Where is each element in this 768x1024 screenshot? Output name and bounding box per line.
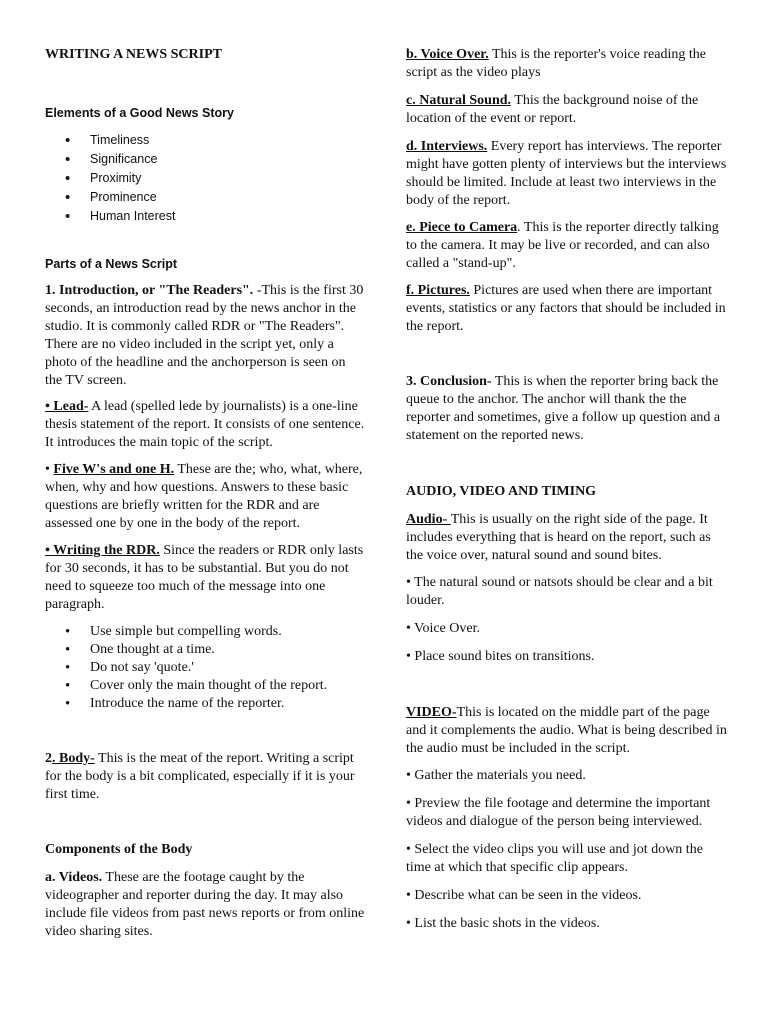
pictures-label: f. Pictures. — [406, 283, 470, 298]
conclusion-label: 3. Conclusion- — [406, 374, 492, 389]
natural-sound-paragraph — [406, 92, 728, 128]
videos-label: a. Videos. — [45, 870, 103, 885]
natural-sound-label: c. Natural Sound. — [406, 93, 512, 108]
audio-point: • Voice Over. — [406, 621, 480, 636]
avt-heading: AUDIO, VIDEO AND TIMING — [406, 484, 597, 499]
audio-point: • Place sound bites on transitions. — [406, 649, 595, 664]
video-text: This is located on the middle part of the page and it complements the audio. What is being described in the audio must be included in the script. — [406, 705, 727, 756]
video-point: • Describe what can be seen in the videos. — [406, 888, 642, 903]
audio-point: • The natural sound or natsots should be clear and a bit louder. — [406, 575, 713, 608]
conclusion-text: This is when the reporter bring back the queue to the anchor. The anchor will thank the the reporter and sometimes, give a follow up question and a statement on the reported news. — [406, 374, 721, 443]
natural-sound-text: This the background noise of the location of the event or report. — [406, 93, 699, 126]
list-item: • Prominence — [45, 188, 175, 207]
audio-text: This is usually on the right side of the page. It includes everything that is heard on the report, such as the voice over, natural sound and sound bites. — [406, 512, 711, 563]
list-item: • Timeliness — [45, 131, 175, 150]
audio-label: Audio- — [406, 512, 451, 527]
writing-rdr-text: Since the readers or RDR only lasts for 30 seconds, it has to be substantial. But you do not need to squeeze too much of the message into one paragraph. — [45, 543, 364, 612]
lead-paragraph — [45, 398, 365, 452]
components-heading: Components of the Body — [45, 842, 193, 857]
video-point: • Gather the materials you need. — [406, 768, 586, 783]
piece-to-camera-text: . This is the reporter directly talking to the camera. It may be live or recorded, and can also called a "stand-up". — [406, 220, 719, 271]
intro-text: -This is the first 30 seconds, an introduction read by the news anchor in the studio. It is commonly called RDR or "The Readers". There are no video included in the script yet, only a photo of the headline and the anchorperson is seen on the TV screen. — [45, 283, 364, 388]
five-ws-bullet: • — [45, 462, 54, 477]
body-label: . Body- — [52, 751, 95, 766]
piece-to-camera-paragraph — [406, 219, 728, 273]
piece-to-camera-label: e. Piece to Camera — [406, 220, 518, 235]
five-ws-paragraph — [45, 461, 365, 533]
video-point: • Preview the file footage and determine the important videos and dialogue of the person being interviewed. — [406, 796, 711, 829]
writing-rdr-label: • Writing the RDR. — [45, 543, 160, 558]
intro-paragraph — [45, 282, 365, 390]
intro-label: 1. Introduction, or "The Readers". — [45, 283, 254, 298]
list-item: • Human Interest — [45, 207, 175, 226]
voice-over-paragraph — [406, 46, 728, 82]
body-paragraph — [45, 750, 365, 804]
lead-label: • Lead- — [45, 399, 89, 414]
pictures-text: Pictures are used when there are important events, statistics or any factors that should be included in the report. — [406, 283, 726, 334]
list-item: • One thought at a time. — [45, 641, 327, 659]
pictures-paragraph — [406, 282, 728, 336]
body-text: This is the meat of the report. Writing a script for the body is a bit complicated, especially if it is your first time. — [45, 751, 355, 802]
interviews-text: Every report has interviews. The reporter might have gotten plenty of interviews but the interviews should be limited. Include at least two interviews in the body of the report. — [406, 139, 727, 208]
video-paragraph — [406, 704, 728, 758]
lead-text: A lead (spelled lede by journalists) is a one-line thesis statement of the report. It consists of one sentence. It introduces the main topic of the script. — [45, 399, 365, 450]
interviews-label: d. Interviews. — [406, 139, 488, 154]
list-item: • Cover only the main thought of the report. — [45, 677, 327, 695]
list-item: • Use simple but compelling words. — [45, 623, 327, 641]
voice-over-text: This is the reporter's voice reading the script as the video plays — [406, 47, 706, 80]
parts-heading: Parts of a News Script — [45, 257, 177, 271]
list-item: • Do not say 'quote.' — [45, 659, 327, 677]
voice-over-label: b. Voice Over. — [406, 47, 489, 62]
elements-list — [45, 131, 175, 226]
list-item: • Proximity — [45, 169, 175, 188]
conclusion-paragraph — [406, 373, 728, 445]
video-point: • Select the video clips you will use and jot down the time at which that specific clip appears. — [406, 842, 703, 875]
list-item: • Introduce the name of the reporter. — [45, 695, 327, 713]
audio-paragraph — [406, 511, 728, 565]
video-point: • List the basic shots in the videos. — [406, 916, 600, 931]
list-item: • Significance — [45, 150, 175, 169]
videos-paragraph — [45, 869, 365, 941]
page-title: WRITING A NEWS SCRIPT — [45, 47, 222, 62]
five-ws-label: Five W's and one H. — [53, 462, 175, 477]
elements-heading: Elements of a Good News Story — [45, 106, 234, 120]
writing-rdr-paragraph — [45, 542, 365, 614]
interviews-paragraph — [406, 138, 728, 210]
video-label: VIDEO- — [406, 705, 457, 720]
videos-text: These are the footage caught by the videographer and reporter during the day. It may also include file videos from past news reports or from online video sharing sites. — [45, 870, 365, 939]
body-number: 2 — [45, 751, 52, 766]
rdr-tips-list — [45, 623, 327, 713]
five-ws-text: These are the; who, what, where, when, why and how questions. Answers to these basic questions are briefly written for the RDR and are assessed one by one in the body of the report. — [45, 462, 363, 531]
